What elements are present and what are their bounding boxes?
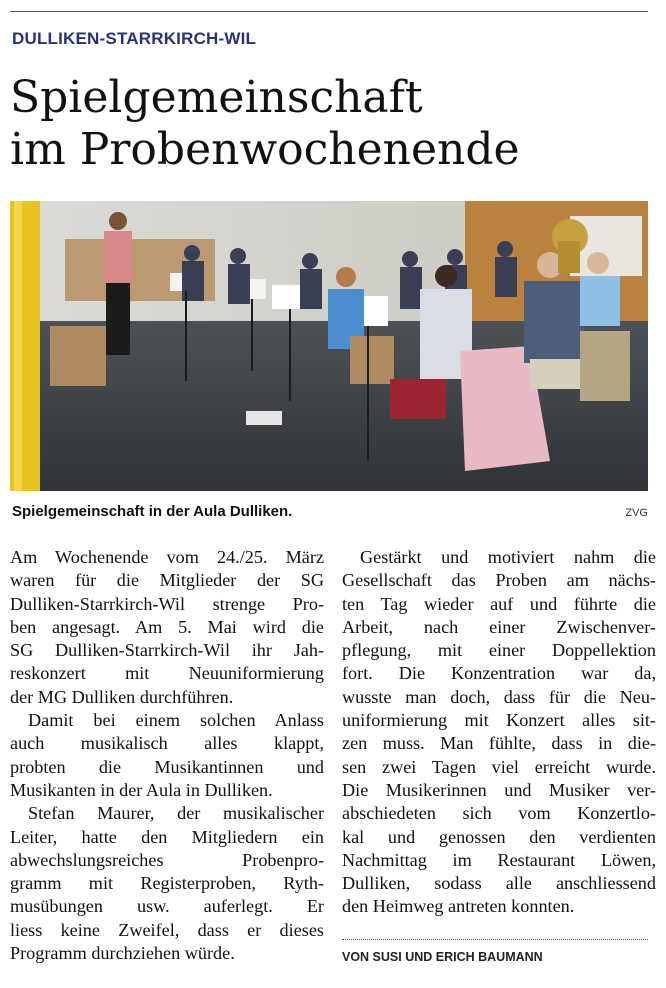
text-line: musübungen usw. auferlegt. Er	[10, 896, 324, 917]
text-line: abwechslungsreiches Probenpro-	[10, 849, 324, 870]
text-line: gramm mit Registerproben, Ryth-	[10, 873, 324, 894]
text-line: Arbeit, nach einer Zwischenver-	[342, 616, 656, 637]
text-line: Nachmittag im Restaurant Löwen,	[342, 849, 656, 870]
text-line: auch musikalisch alles klappt,	[10, 733, 324, 754]
article-column-2	[342, 546, 656, 919]
text-line: zen muss. Man fühlte, dass in die-	[342, 733, 656, 754]
text-line: reskonzert mit Neuuniformierung	[10, 663, 324, 684]
text-line: Gesellschaft das Proben am nächs-	[342, 570, 656, 591]
text-line: wusste man doch, dass für die Neu-	[342, 686, 656, 707]
text-line: Leiter, hatte den Mitgliedern ein	[10, 826, 324, 847]
photo-credit: ZVG	[625, 507, 648, 519]
text-line: Am Wochenende vom 24./25. März	[10, 547, 324, 567]
text-line: Dulliken, sodass alle anschliessend	[342, 873, 656, 894]
text-line: der MG Dulliken durchführen.	[10, 686, 234, 707]
article-photo	[10, 201, 648, 491]
text-line: Gestärkt und motiviert nahm die	[360, 547, 656, 567]
rehearsal-photo	[10, 201, 648, 491]
text-line: abschiedeten sich vom Konzertlo-	[342, 803, 656, 824]
text-line: Stefan Maurer, der musikalischer	[28, 803, 324, 824]
text-line: waren für die Mitglieder der SG	[10, 570, 324, 591]
text-line: fort. Die Konzentration war da,	[342, 663, 656, 684]
text-line: Dulliken-Starrkirch-Wil strenge Pro-	[10, 593, 324, 614]
byline: VON SUSI UND ERICH BAUMANN	[342, 950, 543, 964]
text-line: pflegung, mit einer Doppellektion	[342, 640, 656, 661]
text-line: Musikanten in der Aula in Dulliken.	[10, 779, 273, 800]
headline	[10, 72, 650, 176]
photo-caption: Spielgemeinschaft in der Aula Dulliken.	[12, 503, 293, 520]
text-line: Programm durchziehen würde.	[10, 943, 235, 964]
section-kicker: DULLIKEN-STARRKIRCH-WIL	[12, 29, 257, 48]
text-line: den Heimweg antreten konnten.	[342, 896, 575, 917]
byline-rule	[342, 939, 648, 940]
article-column-1	[10, 546, 324, 965]
text-line: Die Musikerinnen und Musiker ver-	[342, 779, 656, 800]
text-line: SG Dulliken-Starrkirch-Wil ihr Jah-	[10, 640, 324, 661]
text-line: ten Tag wieder auf und führte die	[342, 593, 656, 614]
headline-line-1: Spielgemeinschaft	[10, 72, 423, 123]
top-rule	[10, 11, 648, 12]
text-line: ben angesagt. Am 5. Mai wird die	[10, 616, 324, 637]
headline-line-2: im Probenwochenende	[10, 124, 520, 175]
text-line: liess keine Zweifel, dass er dieses	[10, 919, 324, 940]
text-line: uniformierung mit Konzert alles sit-	[342, 710, 656, 731]
text-line: Damit bei einem solchen Anlass	[28, 710, 324, 731]
text-line: kal und genossen den verdienten	[342, 826, 656, 847]
text-line: probten die Musikantinnen und	[10, 756, 324, 777]
text-line: sen zwei Tagen viel erreicht wurde.	[342, 756, 656, 777]
